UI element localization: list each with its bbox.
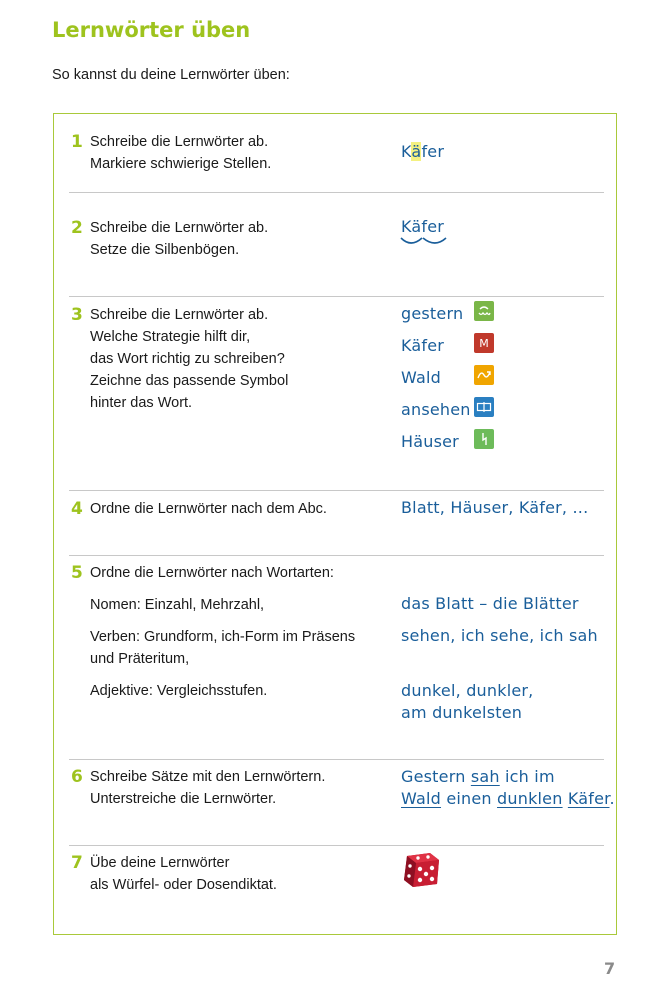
underlined-word: sah — [470, 767, 500, 786]
lightning-icon — [474, 429, 494, 449]
intro-text: So kannst du deine Lernwörter üben: — [52, 67, 290, 83]
instruction-line: Zeichne das passende Symbol — [90, 373, 289, 389]
word-class-label: Nomen: Einzahl, Mehrzahl, — [90, 597, 265, 613]
m-symbol: M — [474, 333, 494, 353]
ear-icon — [474, 301, 494, 321]
instruction-line: Schreibe Sätze mit den Lernwörtern. — [90, 769, 326, 785]
example-word: Käfer — [401, 142, 445, 161]
underlined-word: dunklen — [497, 789, 563, 808]
instruction-line: Ordne die Lernwörter nach dem Abc. — [90, 501, 327, 517]
instruction-line: das Wort richtig zu schreiben? — [90, 351, 285, 367]
dice-icon — [400, 850, 442, 890]
step-instruction — [90, 217, 380, 261]
instruction-line: Markiere schwierige Stellen. — [90, 156, 272, 172]
word-class-label: Adjektive: Vergleichsstufen. — [90, 683, 268, 699]
step-instruction — [90, 562, 380, 584]
step-instruction — [90, 852, 380, 896]
step-1 — [69, 131, 604, 193]
step-instruction — [90, 498, 380, 520]
underlined-word: Käfer — [567, 789, 610, 808]
instruction-line: Schreibe die Lernwörter ab. — [90, 307, 269, 323]
strategy-word: Käfer — [401, 336, 445, 355]
instruction-line: Setze die Silbenbögen. — [90, 242, 240, 258]
instruction-line: als Würfel- oder Dosendiktat. — [90, 877, 277, 893]
step-2 — [69, 217, 604, 297]
strategy-word: ansehen — [401, 400, 471, 419]
instruction-line: Schreibe die Lernwörter ab. — [90, 134, 269, 150]
split-word-icon — [474, 397, 494, 417]
step-7 — [69, 852, 604, 922]
instruction-line: Ordne die Lernwörter nach Wortarten: — [90, 565, 334, 581]
instruction-line: Welche Strategie hilft dir, — [90, 329, 251, 345]
step-instruction — [90, 304, 380, 414]
example-word: Käfer — [401, 217, 445, 236]
step-number: 5 — [71, 563, 83, 583]
instruction-line: hinter das Wort. — [90, 395, 193, 411]
example-sentence: Gestern sah ich im Wald einen dunklen Käfer. — [401, 767, 615, 808]
step-number: 2 — [71, 218, 83, 238]
highlight-mark: ä — [411, 142, 422, 161]
page-number: 7 — [604, 959, 616, 978]
step-number: 7 — [71, 853, 83, 873]
step-number: 3 — [71, 305, 83, 325]
page-title: Lernwörter üben — [52, 18, 251, 42]
underlined-word: Wald — [401, 789, 442, 808]
strategy-word: gestern — [401, 304, 464, 323]
strategy-word: Häuser — [401, 432, 459, 451]
step-instruction — [90, 766, 380, 810]
step-3 — [69, 304, 604, 491]
exercise-box — [53, 113, 617, 935]
word-class-example: dunkel, dunkler, am dunkelsten — [401, 681, 534, 722]
step-number: 6 — [71, 767, 83, 787]
instruction-line: Übe deine Lernwörter — [90, 855, 230, 871]
step-instruction — [90, 131, 380, 175]
step-number: 1 — [71, 132, 83, 152]
strategy-word: Wald — [401, 368, 442, 387]
syllable-arcs-icon — [400, 236, 448, 248]
step-5 — [69, 562, 604, 760]
step-6 — [69, 766, 615, 846]
arrow-wave-icon — [474, 365, 494, 385]
word-class-example: das Blatt – die Blätter — [401, 594, 579, 613]
step-number: 4 — [71, 499, 83, 519]
instruction-line: Schreibe die Lernwörter ab. — [90, 220, 269, 236]
word-class-label: Verben: Grundform, ich-Form im Präsens und Präteritum, — [90, 629, 356, 667]
instruction-line: Unterstreiche die Lernwörter. — [90, 791, 277, 807]
word-class-example: sehen, ich sehe, ich sah — [401, 626, 598, 645]
example-text: Blatt, Häuser, Käfer, ... — [401, 498, 589, 517]
step-4 — [69, 498, 604, 556]
